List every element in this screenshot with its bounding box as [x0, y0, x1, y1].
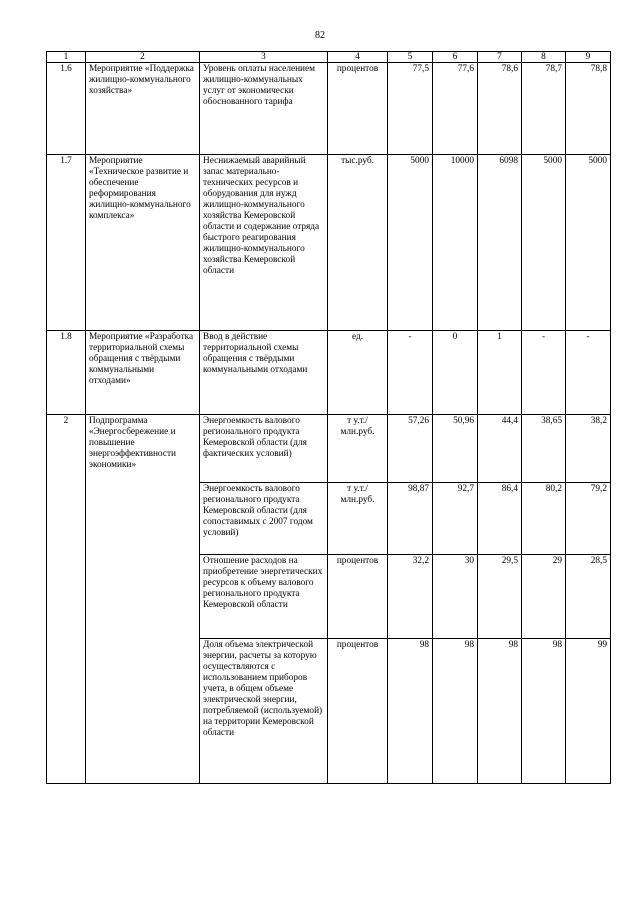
value-cell: -: [522, 331, 566, 415]
column-header: 4: [328, 52, 388, 63]
value-cell: 28,5: [566, 555, 611, 639]
value-cell: 38,2: [566, 415, 611, 483]
column-header: 9: [566, 52, 611, 63]
table-header-row: [47, 52, 611, 63]
value-cell: 5000: [566, 155, 611, 331]
column-header: 3: [200, 52, 328, 63]
indicator-cell: Ввод в действие территориальной схемы обращения с твёрдыми коммунальными отходами: [200, 331, 328, 415]
row-number-cell: 1.7: [47, 155, 86, 331]
indicator-cell: Доля объема электрической энергии, расчеты за которую осуществляются с использованием приборов учета, в общем объеме электрической энергии, потребляемой (используемой) на территории Кемеровской области: [200, 639, 328, 784]
column-header: 6: [433, 52, 478, 63]
value-cell: 78,8: [566, 63, 611, 155]
indicator-cell: Отношение расходов на приобретение энергетических ресурсов к объему валового регионального продукта Кемеровской области: [200, 555, 328, 639]
value-cell: 78,6: [478, 63, 522, 155]
unit-cell: т у.т./ млн.руб.: [328, 483, 388, 555]
value-cell: 5000: [522, 155, 566, 331]
unit-cell: т у.т./ млн.руб.: [328, 415, 388, 483]
column-header: 8: [522, 52, 566, 63]
row-number-cell: 2: [47, 415, 86, 784]
value-cell: -: [388, 331, 433, 415]
value-cell: 5000: [388, 155, 433, 331]
indicators-table: [46, 51, 611, 784]
value-cell: 98: [522, 639, 566, 784]
indicator-cell: Неснижаемый аварийный запас материально-технических ресурсов и оборудования для нужд жилищно-коммунального хозяйства Кемеровской области и содержание отряда быстрого реагирования жилищно-коммунального хозяйства Кемеровской области: [200, 155, 328, 331]
value-cell: 29: [522, 555, 566, 639]
value-cell: 38,65: [522, 415, 566, 483]
value-cell: 92,7: [433, 483, 478, 555]
value-cell: 57,26: [388, 415, 433, 483]
value-cell: 80,2: [522, 483, 566, 555]
value-cell: 98: [433, 639, 478, 784]
value-cell: 6098: [478, 155, 522, 331]
value-cell: 0: [433, 331, 478, 415]
unit-cell: процентов: [328, 63, 388, 155]
value-cell: 86,4: [478, 483, 522, 555]
value-cell: 10000: [433, 155, 478, 331]
column-header: 7: [478, 52, 522, 63]
value-cell: 99: [566, 639, 611, 784]
value-cell: 1: [478, 331, 522, 415]
value-cell: 50,96: [433, 415, 478, 483]
value-cell: 77,6: [433, 63, 478, 155]
unit-cell: тыс.руб.: [328, 155, 388, 331]
table-row: [47, 415, 611, 483]
column-header: 2: [86, 52, 200, 63]
measure-cell: Мероприятие «Техническое развитие и обеспечение реформирования жилищно-коммунального комплекса»: [86, 155, 200, 331]
value-cell: 77,5: [388, 63, 433, 155]
value-cell: 32,2: [388, 555, 433, 639]
table-row: [47, 331, 611, 415]
indicator-cell: Уровень оплаты населением жилищно-коммунальных услуг от экономически обоснованного тарифа: [200, 63, 328, 155]
value-cell: 44,4: [478, 415, 522, 483]
value-cell: 30: [433, 555, 478, 639]
unit-cell: процентов: [328, 639, 388, 784]
page-number: 82: [315, 30, 325, 41]
table-row: [47, 155, 611, 331]
value-cell: -: [566, 331, 611, 415]
column-header: 5: [388, 52, 433, 63]
measure-cell: Мероприятие «Поддержка жилищно-коммунального хозяйства»: [86, 63, 200, 155]
unit-cell: ед.: [328, 331, 388, 415]
value-cell: 79,2: [566, 483, 611, 555]
row-number-cell: 1.8: [47, 331, 86, 415]
table-row: [47, 63, 611, 155]
indicator-cell: Энергоемкость валового регионального продукта Кемеровской области (для фактических условий): [200, 415, 328, 483]
value-cell: 98,87: [388, 483, 433, 555]
measure-cell: Мероприятие «Разработка территориальной схемы обращения с твёрдыми коммунальными отходами»: [86, 331, 200, 415]
value-cell: 78,7: [522, 63, 566, 155]
column-header: 1: [47, 52, 86, 63]
measure-cell: Подпрограмма «Энергосбережение и повышение энергоэффективности экономики»: [86, 415, 200, 784]
unit-cell: процентов: [328, 555, 388, 639]
value-cell: 98: [478, 639, 522, 784]
indicator-cell: Энергоемкость валового регионального продукта Кемеровской области (для сопоставимых с 2007 годом условий): [200, 483, 328, 555]
value-cell: 98: [388, 639, 433, 784]
row-number-cell: 1.6: [47, 63, 86, 155]
value-cell: 29,5: [478, 555, 522, 639]
